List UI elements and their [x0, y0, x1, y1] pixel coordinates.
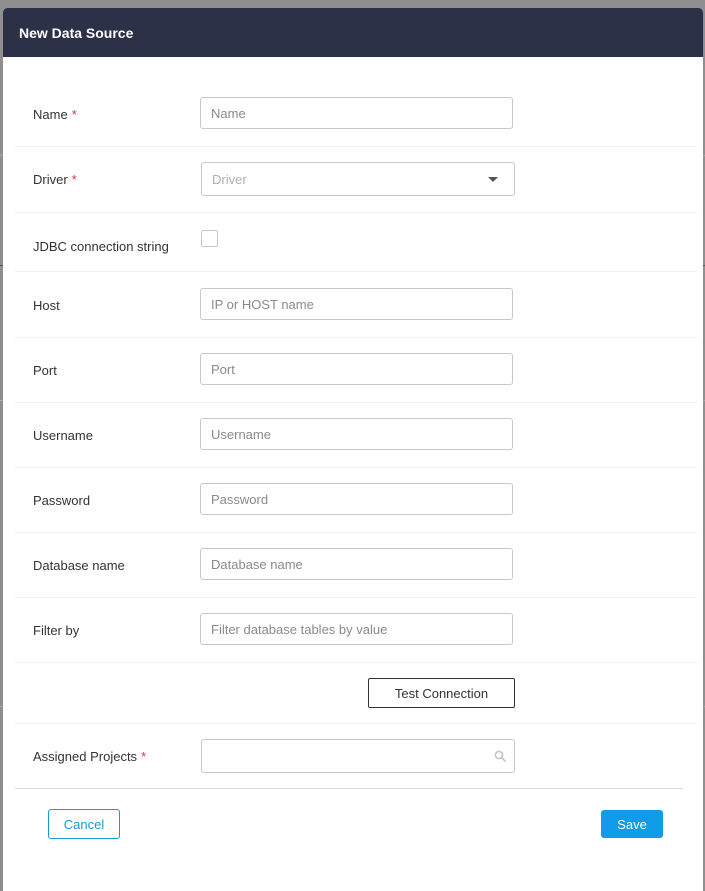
name-row: [15, 57, 697, 147]
filter-row: [15, 597, 697, 663]
host-input[interactable]: [200, 288, 513, 320]
new-data-source-dialog: [3, 8, 703, 891]
port-row: [15, 337, 697, 403]
filter-label: Filter by: [33, 623, 80, 638]
name-input[interactable]: [200, 97, 513, 129]
assigned-projects-label: Assigned Projects *: [33, 749, 147, 764]
host-row: [15, 271, 697, 338]
host-label: Host: [33, 298, 60, 313]
database-name-label: Database name: [33, 558, 125, 573]
password-row: [15, 467, 697, 533]
driver-label: Driver *: [33, 172, 77, 187]
footer-divider: [15, 788, 683, 789]
port-label: Port: [33, 363, 57, 378]
password-label: Password: [33, 493, 91, 508]
cancel-button[interactable]: Cancel: [48, 809, 120, 839]
required-marker: *: [141, 749, 147, 764]
required-marker: *: [71, 107, 77, 122]
username-row: [15, 402, 697, 468]
test-connection-button[interactable]: Test Connection: [368, 678, 515, 708]
jdbc-checkbox[interactable]: [201, 230, 218, 247]
password-input[interactable]: [200, 483, 513, 515]
port-input[interactable]: [200, 353, 513, 385]
dialog-header: [3, 8, 703, 57]
assigned-projects-row: [15, 723, 697, 787]
username-label: Username: [33, 428, 93, 443]
required-marker: *: [71, 172, 77, 187]
chevron-down-icon: [488, 177, 498, 182]
database-name-row: [15, 532, 697, 598]
dialog-title: New Data Source: [19, 24, 134, 41]
test-connection-row: [15, 662, 697, 724]
filter-input[interactable]: [200, 613, 513, 645]
search-icon: [494, 750, 506, 762]
name-label: Name *: [33, 107, 77, 122]
driver-select-placeholder: Driver: [212, 171, 247, 187]
jdbc-row: [15, 212, 697, 272]
username-input[interactable]: [200, 418, 513, 450]
driver-select[interactable]: [201, 162, 515, 196]
save-button[interactable]: Save: [601, 810, 663, 838]
driver-row: [15, 146, 697, 213]
database-name-input[interactable]: [200, 548, 513, 580]
assigned-projects-input[interactable]: [201, 739, 515, 773]
jdbc-label: JDBC connection string: [33, 239, 169, 254]
